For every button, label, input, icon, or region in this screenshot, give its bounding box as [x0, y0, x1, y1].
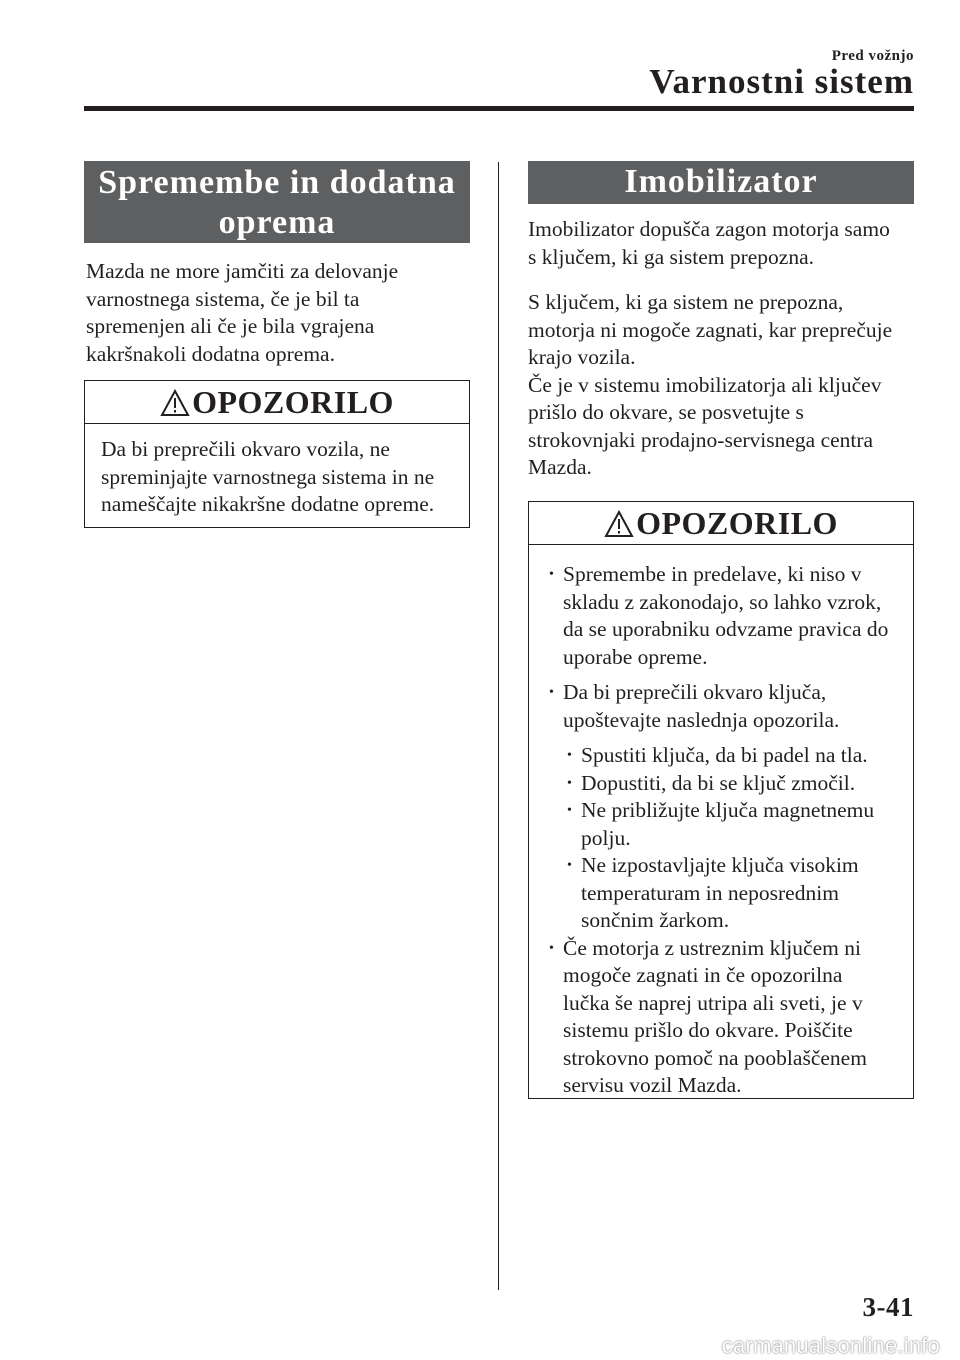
warning-sub-item	[529, 797, 913, 852]
warning-bullet-item	[529, 561, 913, 671]
bullet-line: sistemu prišlo do okvare. Poiščite	[563, 1018, 853, 1042]
text-line: strokovnjaki prodajno-servisnega centra	[528, 427, 874, 452]
bullet-line: upoštevajte naslednja opozorila.	[563, 707, 840, 732]
heading-line: oprema	[218, 204, 336, 241]
text-line: Mazda.	[528, 455, 592, 479]
bullet-icon: •	[549, 940, 554, 956]
warning-bullet-item	[529, 935, 913, 1100]
text-line: Imobilizator dopušča zagon motorja samo	[528, 217, 890, 241]
running-header-chapter: Varnostni sistem	[649, 62, 914, 101]
text-line: prišlo do okvare, se posvetujte s	[528, 400, 804, 424]
warning-sub-item	[529, 852, 913, 935]
sub-line: Ne približujte ključa magnetnemu	[581, 798, 875, 822]
warning-line: Da bi preprečili okvaro vozila, ne	[101, 437, 390, 461]
warning-sub-item	[529, 742, 913, 770]
bullet-icon: •	[549, 567, 554, 582]
bullet-line: uporabe opreme.	[563, 644, 708, 669]
warning-bullet-item	[529, 679, 913, 734]
warning-line: nameščajte nikakršne dodatne opreme.	[101, 492, 435, 516]
warning-header	[85, 381, 469, 424]
bullet-line: skladu z zakonodajo, so lahko vzrok,	[563, 589, 882, 614]
bullet-icon: •	[567, 775, 572, 791]
text-line: kakršnakoli dodatna oprema.	[86, 341, 335, 366]
sub-line: Spustiti ključa, da bi padel na tla.	[581, 743, 868, 767]
text-line: s ključem, ki ga sistem prepozna.	[528, 244, 814, 269]
running-header-section: Pred vožnjo	[831, 48, 914, 64]
sub-line: Ne izpostavljajte ključa visokim	[581, 853, 859, 877]
immobilizer-paragraph-1	[528, 216, 914, 271]
warning-header	[529, 502, 913, 545]
warning-title: OPOZORILO	[636, 505, 838, 541]
warning-box-immobilizer	[528, 501, 914, 1099]
text-line: spremenjen ali če je bila vgrajena	[86, 314, 375, 338]
warning-box-modifications	[84, 380, 470, 528]
sub-line: polju.	[581, 825, 631, 850]
watermark[interactable]: carmanualsonline.info	[721, 1333, 940, 1358]
warning-sub-item	[529, 770, 913, 798]
immobilizer-paragraph-2	[528, 289, 914, 482]
section-heading-modifications	[84, 161, 470, 243]
sub-line: sončnim žarkom.	[581, 908, 730, 932]
modifications-paragraph	[86, 258, 466, 368]
text-line: Če je v sistemu imobilizatorja ali ključev	[528, 372, 882, 397]
sub-line: temperaturam in neposrednim	[581, 880, 839, 905]
heading-line: Spremembe in dodatna	[98, 164, 456, 201]
bullet-icon: •	[567, 858, 572, 873]
bullet-icon: •	[549, 685, 554, 700]
warning-line: spreminjajte varnostnega sistema in ne	[101, 464, 435, 489]
text-line: Mazda ne more jamčiti za delovanje	[86, 259, 399, 283]
bullet-line: Spremembe in predelave, ki niso v	[563, 562, 862, 586]
column-divider	[498, 162, 499, 1290]
warning-body	[529, 545, 913, 1100]
warning-triangle-icon	[160, 389, 190, 417]
text-line: krajo vozila.	[528, 345, 636, 369]
warning-body	[85, 424, 469, 519]
page-number: 3-41	[862, 1292, 914, 1322]
bullet-line: servisu vozil Mazda.	[563, 1073, 742, 1097]
bullet-line: mogoče zagnati in če opozorilna	[563, 963, 843, 987]
text-line: varnostnega sistema, če je bil ta	[86, 286, 360, 311]
bullet-line: da se uporabniku odvzame pravica do	[563, 617, 889, 641]
bullet-line: lučka še naprej utripa ali sveti, je v	[563, 990, 863, 1015]
sub-line: Dopustiti, da bi se ključ zmočil.	[581, 770, 856, 795]
bullet-icon: •	[567, 803, 572, 818]
bullet-line: strokovno pomoč na pooblaščenem	[563, 1045, 867, 1070]
warning-title: OPOZORILO	[192, 384, 394, 420]
warning-triangle-icon	[604, 510, 634, 538]
text-line: S ključem, ki ga sistem ne prepozna,	[528, 290, 844, 314]
section-heading-immobilizer: Imobilizator	[528, 161, 914, 204]
bullet-line: Da bi preprečili okvaro ključa,	[563, 680, 827, 704]
bullet-line: Če motorja z ustreznim ključem ni	[563, 935, 861, 960]
header-rule	[84, 106, 914, 111]
bullet-icon: •	[567, 748, 572, 763]
text-line: motorja ni mogoče zagnati, kar preprečuje	[528, 317, 893, 342]
